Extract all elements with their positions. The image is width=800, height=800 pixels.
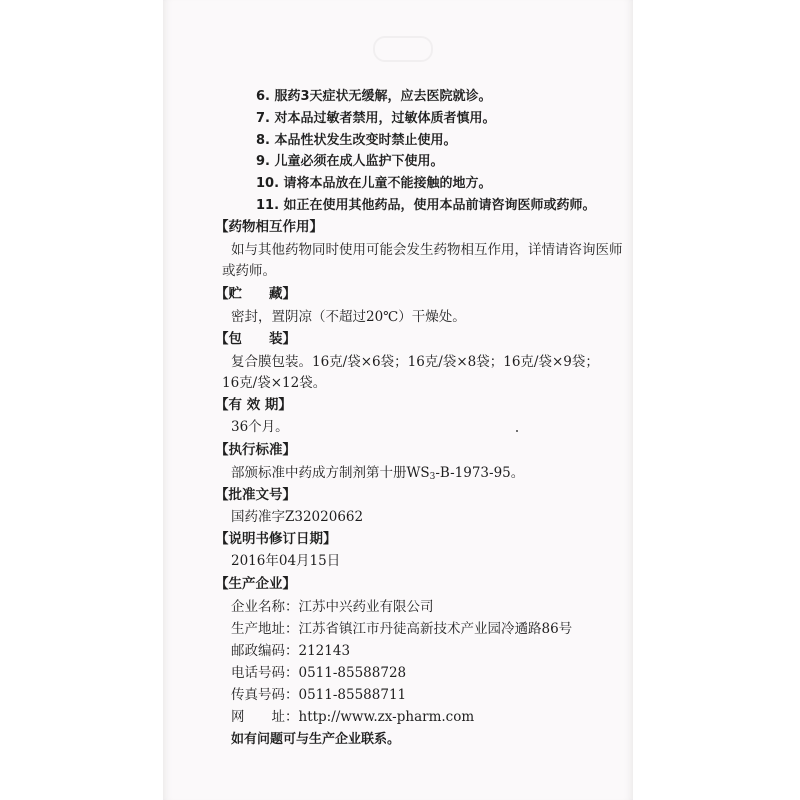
precaution-7: 7. 对本品过敏者禁用，过敏体质者慎用。 [256,111,496,126]
packaging-heading: 【包 装】 [215,331,296,347]
contact-note: 如有问题可与生产企业联系。 [231,732,401,747]
manufacturer-heading: 【生产企业】 [215,576,296,592]
validity-text: 36个月。 [231,419,289,435]
storage-text: 密封，置阴凉（不超过20℃）干燥处。 [231,309,466,325]
interaction-heading: 【药物相互作用】 [215,219,323,235]
manufacturer-fax: 传真号码：0511-85588711 [231,687,407,703]
manufacturer-address: 生产地址：江苏省镇江市丹徒高新技术产业园冷遹路86号 [231,621,573,637]
precaution-11: 11. 如正在使用其他药品，使用本品前请咨询医师或药师。 [256,198,596,213]
revision-date: 2016年04月15日 [231,553,341,569]
approval-number: 国药准字Z32020662 [231,509,364,525]
validity-heading: 【有 效 期】 [215,397,292,413]
storage-heading: 【贮 藏】 [215,286,296,302]
standard-text-suffix: -B-1973-95。 [435,465,525,481]
interaction-text-line-1: 如与其他药物同时使用可能会发生药物相互作用，详情请咨询医师 [231,242,623,258]
revision-heading: 【说明书修订日期】 [215,531,337,547]
precaution-6: 6. 服药3天症状无缓解，应去医院就诊。 [256,89,492,104]
packaging-text-line-1: 复合膜包装。16克/袋×6袋；16克/袋×8袋；16克/袋×9袋； [231,354,599,370]
faint-logo-mark [373,36,433,62]
print-speck [516,430,518,432]
standard-text-subscript: 3 [429,472,436,482]
approval-heading: 【批准文号】 [215,487,296,503]
standard-heading: 【执行标准】 [215,442,296,458]
precaution-8: 8. 本品性状发生改变时禁止使用。 [256,133,457,148]
manufacturer-postcode: 邮政编码：212143 [231,643,351,659]
manufacturer-phone: 电话号码：0511-85588728 [231,665,407,681]
manufacturer-name: 企业名称：江苏中兴药业有限公司 [231,599,434,615]
standard-text-prefix: 部颁标准中药成方制剂第十册WS [231,465,430,481]
manufacturer-website: 网 址：http://www.zx-pharm.com [231,709,475,725]
precaution-9: 9. 儿童必须在成人监护下使用。 [256,154,444,169]
precaution-10: 10. 请将本品放在儿童不能接触的地方。 [256,176,492,191]
standard-text [231,464,524,486]
interaction-text-line-2: 或药师。 [222,263,276,279]
leaflet-page [163,0,633,800]
packaging-text-line-2: 16克/袋×12袋。 [222,375,327,391]
